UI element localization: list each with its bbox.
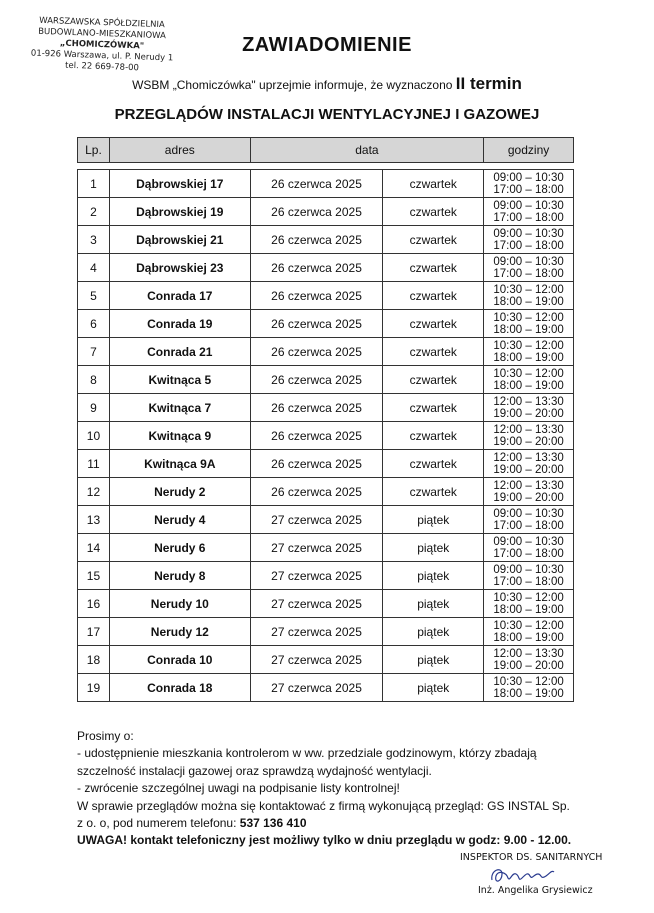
notes-contact-text: z o. o, pod numerem telefonu: xyxy=(77,816,240,831)
hours-range: 17:00 – 18:00 xyxy=(493,183,564,196)
cell-date: 26 czerwca 2025 xyxy=(250,254,383,282)
cell-lp: 5 xyxy=(78,282,110,310)
handwritten-signature-icon xyxy=(488,862,558,888)
cell-lp: 15 xyxy=(78,562,110,590)
cell-day: czwartek xyxy=(383,478,484,506)
stamp-line-3: „CHOMICZÓWKA" xyxy=(59,38,145,52)
cell-day: piątek xyxy=(383,506,484,534)
hours-range: 19:00 – 20:00 xyxy=(493,463,564,476)
cell-lp: 2 xyxy=(78,198,110,226)
hours-range: 17:00 – 18:00 xyxy=(493,519,564,532)
hours-range: 10:30 – 12:00 xyxy=(493,619,564,632)
cell-hours xyxy=(484,562,574,590)
cell-address: Dąbrowskiej 19 xyxy=(109,198,250,226)
inspection-schedule-table xyxy=(77,137,574,702)
hours-range: 09:00 – 10:30 xyxy=(493,507,564,520)
cell-date: 27 czerwca 2025 xyxy=(250,562,383,590)
stamp-line-1: WARSZAWSKA SPÓŁDZIELNIA xyxy=(39,15,165,31)
hours-range: 18:00 – 19:00 xyxy=(493,295,564,308)
notes-line: W sprawie przeglądów można się kontaktować z firmą wykonującą przegląd: GS INSTAL Sp. xyxy=(77,798,570,813)
header-lp: Lp. xyxy=(78,138,110,163)
cell-date: 26 czerwca 2025 xyxy=(250,394,383,422)
cell-hours xyxy=(484,506,574,534)
cell-hours xyxy=(484,226,574,254)
hours-range: 09:00 – 10:30 xyxy=(493,535,564,548)
table-header-row xyxy=(78,138,574,163)
cell-hours xyxy=(484,254,574,282)
hours-range: 19:00 – 20:00 xyxy=(493,435,564,448)
cell-date: 27 czerwca 2025 xyxy=(250,534,383,562)
stamp-line-4: 01-926 Warszawa, ul. P. Nerudy 1 xyxy=(30,48,174,64)
table-row xyxy=(78,170,574,198)
cell-date: 26 czerwca 2025 xyxy=(250,338,383,366)
hours-range: 10:30 – 12:00 xyxy=(493,339,564,352)
hours-range: 18:00 – 19:00 xyxy=(493,379,564,392)
cell-address: Nerudy 6 xyxy=(109,534,250,562)
notes-warning: UWAGA! kontakt telefoniczny jest możliwy tylko w dniu przeglądu w godz: 9.00 - 12.00. xyxy=(77,833,572,848)
intro-text xyxy=(0,74,654,94)
table-body xyxy=(78,170,574,702)
page-title: ZAWIADOMIENIE xyxy=(242,34,412,56)
hours-range: 12:00 – 13:30 xyxy=(493,647,564,660)
cell-lp: 6 xyxy=(78,310,110,338)
cell-date: 26 czerwca 2025 xyxy=(250,170,383,198)
cell-date: 27 czerwca 2025 xyxy=(250,674,383,702)
cell-lp: 17 xyxy=(78,618,110,646)
table-row xyxy=(78,198,574,226)
table-row xyxy=(78,422,574,450)
cell-day: piątek xyxy=(383,674,484,702)
cell-lp: 18 xyxy=(78,646,110,674)
header-adres: adres xyxy=(109,138,250,163)
cell-address: Dąbrowskiej 23 xyxy=(109,254,250,282)
cell-date: 26 czerwca 2025 xyxy=(250,478,383,506)
signature-role: INSPEKTOR DS. SANITARNYCH xyxy=(460,852,603,863)
cell-date: 27 czerwca 2025 xyxy=(250,618,383,646)
cell-day: czwartek xyxy=(383,450,484,478)
cell-hours xyxy=(484,646,574,674)
hours-range: 19:00 – 20:00 xyxy=(493,407,564,420)
table-row xyxy=(78,338,574,366)
hours-range: 12:00 – 13:30 xyxy=(493,451,564,464)
hours-range: 10:30 – 12:00 xyxy=(493,283,564,296)
cell-lp: 12 xyxy=(78,478,110,506)
signature-name: Inż. Angelika Grysiewicz xyxy=(478,885,593,896)
cell-hours xyxy=(484,338,574,366)
cell-lp: 16 xyxy=(78,590,110,618)
hours-range: 18:00 – 19:00 xyxy=(493,323,564,336)
cell-address: Kwitnąca 7 xyxy=(109,394,250,422)
table-row xyxy=(78,394,574,422)
cell-address: Nerudy 8 xyxy=(109,562,250,590)
cell-date: 27 czerwca 2025 xyxy=(250,590,383,618)
cell-day: piątek xyxy=(383,534,484,562)
cell-day: czwartek xyxy=(383,226,484,254)
header-godziny: godziny xyxy=(484,138,574,163)
cell-address: Nerudy 10 xyxy=(109,590,250,618)
cell-hours xyxy=(484,618,574,646)
cell-address: Kwitnąca 9A xyxy=(109,450,250,478)
hours-range: 12:00 – 13:30 xyxy=(493,423,564,436)
cell-date: 27 czerwca 2025 xyxy=(250,506,383,534)
cell-address: Kwitnąca 5 xyxy=(109,366,250,394)
notes-line: - zwrócenie szczególnej uwagi na podpisanie listy kontrolnej! xyxy=(77,781,400,796)
hours-range: 17:00 – 18:00 xyxy=(493,547,564,560)
cell-hours xyxy=(484,450,574,478)
cell-day: czwartek xyxy=(383,422,484,450)
hours-range: 18:00 – 19:00 xyxy=(493,687,564,700)
cell-address: Conrada 10 xyxy=(109,646,250,674)
table-row xyxy=(78,674,574,702)
cell-hours xyxy=(484,282,574,310)
stamp-line-5: tel. 22 669-78-00 xyxy=(64,60,140,74)
cell-hours xyxy=(484,394,574,422)
cell-day: czwartek xyxy=(383,198,484,226)
cell-lp: 1 xyxy=(78,170,110,198)
table-row xyxy=(78,450,574,478)
cell-day: czwartek xyxy=(383,366,484,394)
cell-address: Conrada 17 xyxy=(109,282,250,310)
cell-date: 26 czerwca 2025 xyxy=(250,310,383,338)
table-row xyxy=(78,226,574,254)
hours-range: 17:00 – 18:00 xyxy=(493,575,564,588)
cell-date: 26 czerwca 2025 xyxy=(250,282,383,310)
intro-sentence: WSBM „Chomiczówka" uprzejmie informuje, że wyznaczono xyxy=(132,78,456,92)
cell-address: Nerudy 4 xyxy=(109,506,250,534)
cell-day: czwartek xyxy=(383,394,484,422)
hours-range: 10:30 – 12:00 xyxy=(493,311,564,324)
signature-block xyxy=(460,852,620,896)
hours-range: 10:30 – 12:00 xyxy=(493,675,564,688)
table-row xyxy=(78,618,574,646)
hours-range: 19:00 – 20:00 xyxy=(493,491,564,504)
cell-date: 26 czerwca 2025 xyxy=(250,422,383,450)
hours-range: 09:00 – 10:30 xyxy=(493,199,564,212)
cell-hours xyxy=(484,590,574,618)
cell-day: czwartek xyxy=(383,282,484,310)
cell-date: 26 czerwca 2025 xyxy=(250,198,383,226)
cell-lp: 7 xyxy=(78,338,110,366)
hours-range: 12:00 – 13:30 xyxy=(493,395,564,408)
cell-day: czwartek xyxy=(383,254,484,282)
cell-lp: 3 xyxy=(78,226,110,254)
cell-hours xyxy=(484,422,574,450)
hours-range: 09:00 – 10:30 xyxy=(493,255,564,268)
table-row xyxy=(78,478,574,506)
cell-address: Conrada 18 xyxy=(109,674,250,702)
hours-range: 18:00 – 19:00 xyxy=(493,351,564,364)
hours-range: 09:00 – 10:30 xyxy=(493,563,564,576)
notes-section xyxy=(77,728,607,850)
hours-range: 18:00 – 19:00 xyxy=(493,631,564,644)
cell-lp: 19 xyxy=(78,674,110,702)
table-row xyxy=(78,310,574,338)
cell-lp: 10 xyxy=(78,422,110,450)
cell-date: 26 czerwca 2025 xyxy=(250,450,383,478)
hours-range: 17:00 – 18:00 xyxy=(493,239,564,252)
hours-range: 17:00 – 18:00 xyxy=(493,267,564,280)
cell-lp: 13 xyxy=(78,506,110,534)
cell-day: piątek xyxy=(383,562,484,590)
hours-range: 10:30 – 12:00 xyxy=(493,367,564,380)
cell-date: 26 czerwca 2025 xyxy=(250,366,383,394)
cell-date: 27 czerwca 2025 xyxy=(250,646,383,674)
header-data: data xyxy=(250,138,483,163)
cell-hours xyxy=(484,478,574,506)
cell-day: piątek xyxy=(383,618,484,646)
cell-day: czwartek xyxy=(383,310,484,338)
hours-range: 18:00 – 19:00 xyxy=(493,603,564,616)
cell-lp: 9 xyxy=(78,394,110,422)
page-subtitle: PRZEGLĄDÓW INSTALACJI WENTYLACYJNEJ I GAZOWEJ xyxy=(114,106,540,123)
hours-range: 09:00 – 10:30 xyxy=(493,227,564,240)
notes-line: szczelność instalacji gazowej oraz sprawdzą wydajność wentylacji. xyxy=(77,763,432,778)
cell-date: 26 czerwca 2025 xyxy=(250,226,383,254)
cell-hours xyxy=(484,674,574,702)
hours-range: 17:00 – 18:00 xyxy=(493,211,564,224)
cell-address: Dąbrowskiej 21 xyxy=(109,226,250,254)
contact-phone: 537 136 410 xyxy=(239,816,307,831)
cell-hours xyxy=(484,170,574,198)
cell-address: Nerudy 12 xyxy=(109,618,250,646)
cell-hours xyxy=(484,198,574,226)
cell-hours xyxy=(484,310,574,338)
cell-address: Conrada 19 xyxy=(109,310,250,338)
cell-lp: 14 xyxy=(78,534,110,562)
table-row xyxy=(78,590,574,618)
cell-day: czwartek xyxy=(383,170,484,198)
hours-range: 12:00 – 13:30 xyxy=(493,479,564,492)
cell-address: Conrada 21 xyxy=(109,338,250,366)
intro-term: II termin xyxy=(455,74,522,93)
notes-line: - udostępnienie mieszkania kontrolerom w ww. przedziale godzinowym, którzy zbadają xyxy=(77,746,537,761)
cell-address: Dąbrowskiej 17 xyxy=(109,170,250,198)
cell-hours xyxy=(484,366,574,394)
hours-range: 09:00 – 10:30 xyxy=(493,171,564,184)
cell-lp: 4 xyxy=(78,254,110,282)
cell-day: piątek xyxy=(383,646,484,674)
cell-address: Kwitnąca 9 xyxy=(109,422,250,450)
hours-range: 19:00 – 20:00 xyxy=(493,659,564,672)
table-row xyxy=(78,534,574,562)
hours-range: 10:30 – 12:00 xyxy=(493,591,564,604)
stamp-line-2: BUDOWLANO-MIESZKANIOWA xyxy=(37,26,167,42)
table-row xyxy=(78,282,574,310)
table-row xyxy=(78,506,574,534)
notes-contact-line xyxy=(77,815,607,832)
cell-lp: 11 xyxy=(78,450,110,478)
table-row xyxy=(78,254,574,282)
cell-address: Nerudy 2 xyxy=(109,478,250,506)
table-row xyxy=(78,646,574,674)
notes-line: Prosimy o: xyxy=(77,729,134,743)
cell-lp: 8 xyxy=(78,366,110,394)
table-row xyxy=(78,562,574,590)
table-row xyxy=(78,366,574,394)
cell-day: piątek xyxy=(383,590,484,618)
cell-hours xyxy=(484,534,574,562)
cell-day: czwartek xyxy=(383,338,484,366)
